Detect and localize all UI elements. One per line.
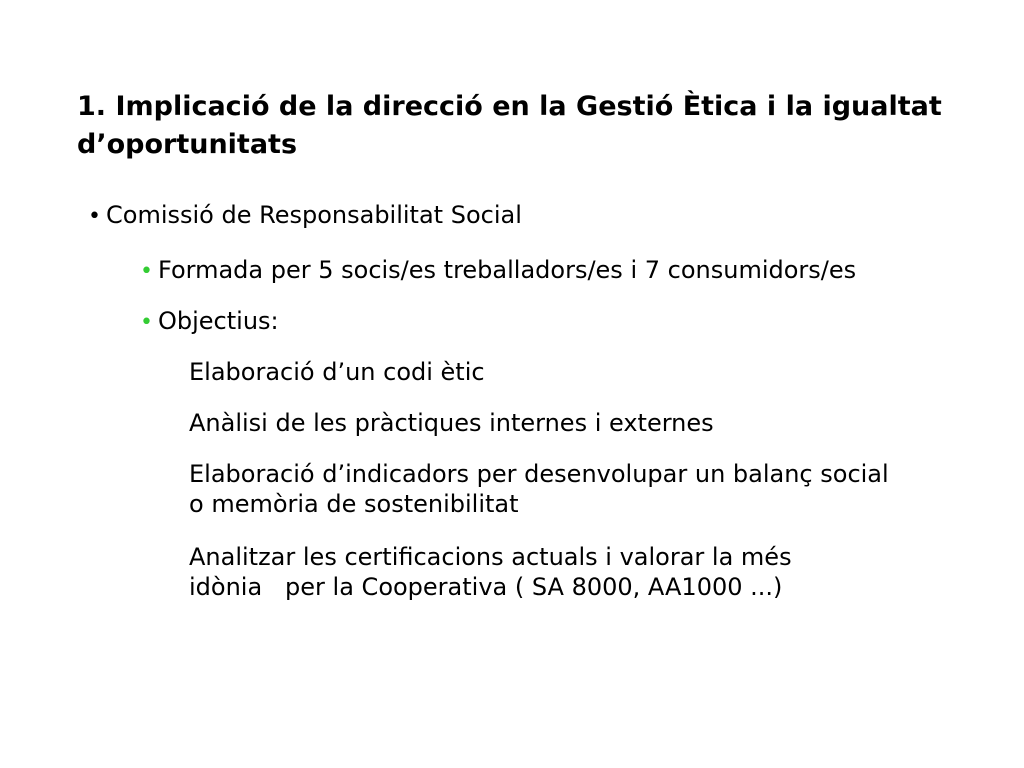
slide-title: 1. Implicació de la direcció en la Gestió Ètica i la igualtat d’oportunitats xyxy=(77,91,942,160)
objective-line: Elaboració d’indicadors per desenvolupar un balanç social xyxy=(189,460,889,488)
objective-item-analysis xyxy=(189,408,949,438)
objective-line: Anàlisi de les pràctiques internes i externes xyxy=(189,409,714,437)
bullet-composition xyxy=(140,255,856,287)
objective-line: o memòria de sostenibilitat xyxy=(189,490,519,518)
bullet-objectives xyxy=(140,306,279,338)
objective-item-certifications xyxy=(189,542,949,602)
sub-bullet-dot-icon: • xyxy=(140,310,153,335)
bullet-dot-icon: • xyxy=(88,204,101,229)
sub-bullet-dot-icon: • xyxy=(140,259,153,284)
bullet-objectives-text: Objectius: xyxy=(158,307,279,335)
objective-item-code xyxy=(189,357,949,387)
bullet-commission xyxy=(88,200,522,232)
objective-line: idònia per la Cooperativa ( SA 8000, AA1000 ...) xyxy=(189,573,783,601)
objective-item-indicators xyxy=(189,459,949,519)
objective-line: Elaboració d’un codi ètic xyxy=(189,358,485,386)
bullet-commission-text: Comissió de Responsabilitat Social xyxy=(106,201,522,229)
bullet-composition-text: Formada per 5 socis/es treballadors/es i 7 consumidors/es xyxy=(158,256,857,284)
objective-line: Analitzar les certificacions actuals i valorar la més xyxy=(189,543,792,571)
